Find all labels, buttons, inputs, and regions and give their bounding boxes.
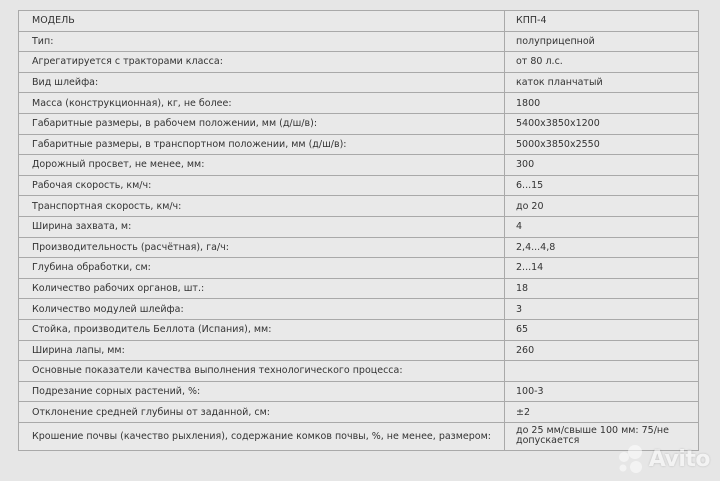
spec-label: Дорожный просвет, не менее, мм: [19,155,505,176]
table-row [19,72,699,93]
spec-value: 65 [505,319,699,340]
table-row [19,319,699,340]
table-row [19,93,699,114]
spec-value: каток планчатый [505,72,699,93]
table-row [19,361,699,382]
table-row [19,237,699,258]
table-row [19,196,699,217]
spec-label: Производительность (расчётная), га/ч: [19,237,505,258]
spec-value: ±2 [505,402,699,423]
spec-label: Габаритные размеры, в транспортном положении, мм (д/ш/в): [19,134,505,155]
watermark-text: Avito [648,446,710,472]
table-row [19,52,699,73]
table-row [19,258,699,279]
avito-watermark [613,443,710,475]
spec-label: Количество рабочих органов, шт.: [19,278,505,299]
table-row [19,422,699,450]
spec-value: 2,4...4,8 [505,237,699,258]
spec-label: Глубина обработки, см: [19,258,505,279]
table-row [19,155,699,176]
spec-value: 5400х3850х1200 [505,113,699,134]
table-row [19,278,699,299]
spec-label: Стойка, производитель Беллота (Испания), мм: [19,319,505,340]
spec-value: 100-3 [505,381,699,402]
spec-table-body [19,11,699,451]
spec-label: Рабочая скорость, км/ч: [19,175,505,196]
table-row [19,11,699,32]
spec-label: МОДЕЛЬ [19,11,505,32]
spec-label: Ширина захвата, м: [19,216,505,237]
spec-label: Транспортная скорость, км/ч: [19,196,505,217]
spec-label: Тип: [19,31,505,52]
spec-value: 4 [505,216,699,237]
table-row [19,31,699,52]
spec-label: Количество модулей шлейфа: [19,299,505,320]
table-row [19,134,699,155]
table-row [19,175,699,196]
table-row [19,381,699,402]
spec-value: до 20 [505,196,699,217]
table-row [19,113,699,134]
table-row [19,216,699,237]
spec-table [18,10,699,451]
spec-value: полуприцепной [505,31,699,52]
spec-value: 18 [505,278,699,299]
spec-value [505,361,699,382]
spec-value: от 80 л.с. [505,52,699,73]
spec-label: Подрезание сорных растений, %: [19,381,505,402]
spec-value: 1800 [505,93,699,114]
avito-logo-icon [613,443,645,475]
spec-label: Отклонение средней глубины от заданной, см: [19,402,505,423]
spec-label: Габаритные размеры, в рабочем положении, мм (д/ш/в): [19,113,505,134]
table-row [19,402,699,423]
spec-value: 6...15 [505,175,699,196]
table-row [19,340,699,361]
spec-value: до 25 мм/свыше 100 мм: 75/не допускается [505,422,699,450]
spec-label: Масса (конструкционная), кг, не более: [19,93,505,114]
spec-value: 3 [505,299,699,320]
spec-label: Ширина лапы, мм: [19,340,505,361]
spec-value: КПП-4 [505,11,699,32]
table-row [19,299,699,320]
spec-label: Крошение почвы (качество рыхления), содержание комков почвы, %, не менее, размером: [19,422,505,450]
spec-label: Вид шлейфа: [19,72,505,93]
spec-value: 300 [505,155,699,176]
spec-value: 260 [505,340,699,361]
spec-label: Агрегатируется с тракторами класса: [19,52,505,73]
spec-value: 5000х3850х2550 [505,134,699,155]
spec-value: 2...14 [505,258,699,279]
spec-label: Основные показатели качества выполнения технологического процесса: [19,361,505,382]
